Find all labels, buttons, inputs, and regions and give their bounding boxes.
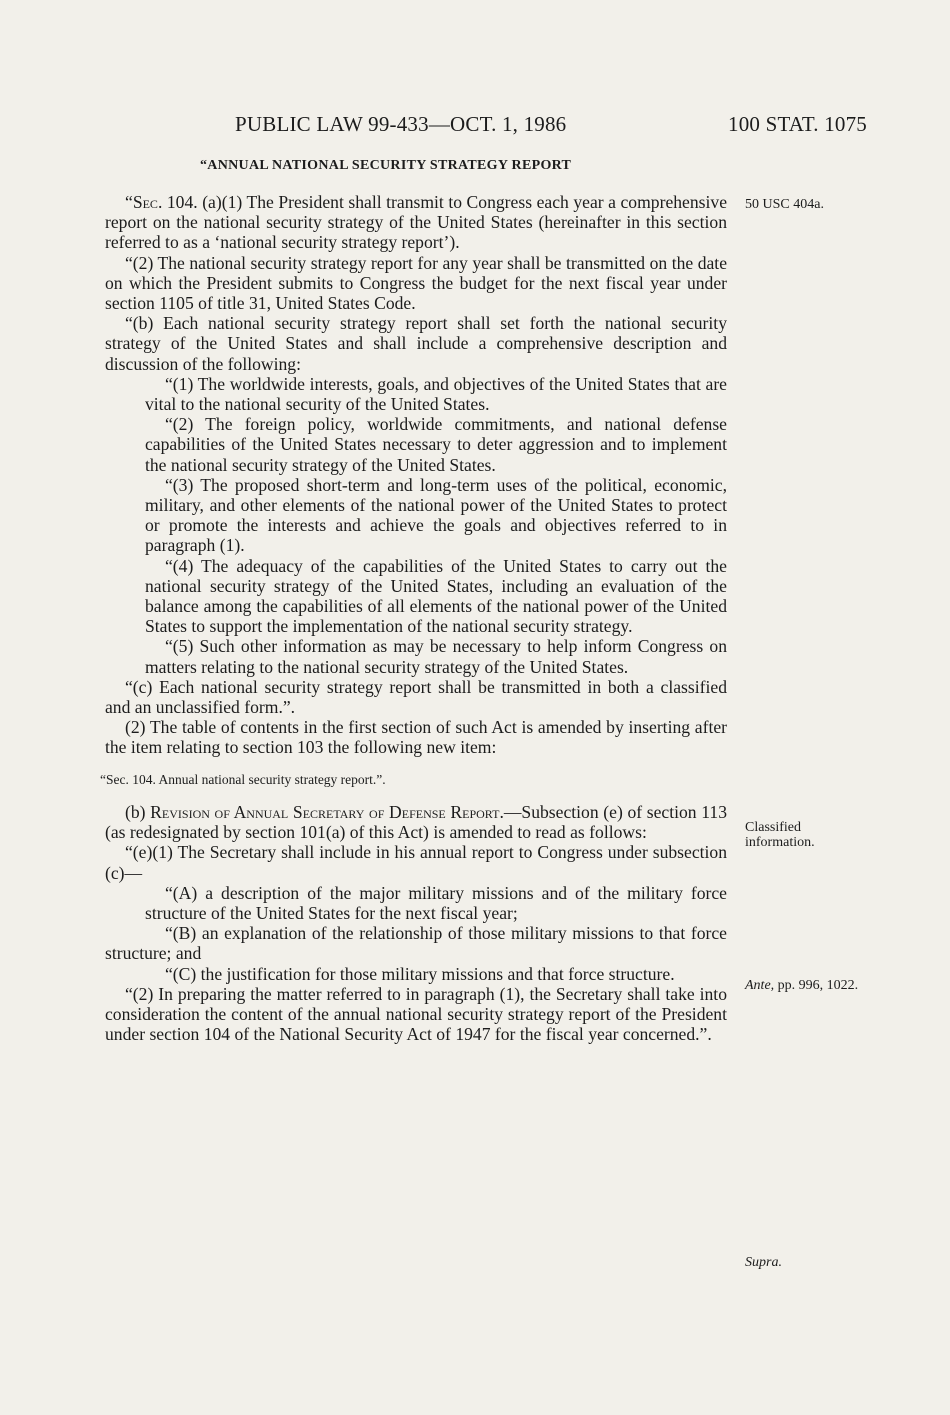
paragraph-eA: “(A) a description of the major military missions and of the military force structure of the United States for the next fiscal year; bbox=[145, 882, 727, 923]
margin-note-usc: 50 USC 404a. bbox=[745, 197, 824, 212]
header-public-law: PUBLIC LAW 99-433—OCT. 1, 1986 bbox=[235, 112, 567, 136]
paragraph-sec104-a1 bbox=[105, 192, 727, 253]
paragraph-b4: “(4) The adequacy of the capabilities of the United States to carry out the national security strategy of the United States, including an evaluation of the balance among the capabilities of all elements of the national power of the United States to support the implementation of the national security strategy. bbox=[145, 555, 727, 637]
quote-mark: “ bbox=[125, 192, 133, 212]
paragraph-e1: “(e)(1) The Secretary shall include in his annual report to Congress under subsection (c)— bbox=[105, 842, 727, 883]
paragraph-b5: “(5) Such other information as may be necessary to help inform Congress on matters relating to the national security strategy of the United States. bbox=[145, 636, 727, 677]
paragraph-a2: “(2) The national security strategy report for any year shall be transmitted on the date on which the President submits to Congress the budget for the next fiscal year under section 1105 of title 31, United States Code. bbox=[105, 252, 727, 314]
paragraph-text: . 104. (a)(1) The President shall transmit to Congress each year a comprehensive report on the national security strategy of the United States (hereinafter in this section referred to as a ‘national security strategy report’). bbox=[105, 192, 727, 253]
margin-note-supra bbox=[745, 1255, 865, 1270]
paragraph-b1: “(1) The worldwide interests, goals, and objectives of the United States that are vital to the national security of the United States. bbox=[145, 373, 727, 415]
margin-note-supra-text: Supra. bbox=[745, 1255, 782, 1270]
paragraph-c: “(c) Each national security strategy report shall be transmitted in both a classified and an unclassified form.”. bbox=[105, 676, 727, 718]
margin-note-ante-pages: pp. 996, 1022. bbox=[777, 978, 859, 993]
sec-label: Sec bbox=[132, 192, 158, 212]
section-heading: “ANNUAL NATIONAL SECURITY STRATEGY REPORT bbox=[200, 158, 572, 173]
paragraph-b: “(b) Each national security strategy report shall set forth the national security strategy of the United States and shall include a comprehensive description and discussion of the following: bbox=[105, 313, 727, 374]
body-text bbox=[100, 192, 727, 1045]
revision-text: .—Subsection (e) of section 113 (as redesignated by section 101(a) of this Act) is amended to read as follows: bbox=[105, 801, 727, 843]
paragraph-revision bbox=[105, 802, 727, 842]
margin-note-ante bbox=[745, 978, 865, 993]
revision-title: Revision of Annual Secretary of Defense Report bbox=[150, 801, 500, 822]
paragraph-e2: “(2) In preparing the matter referred to in paragraph (1), the Secretary shall take into consideration the content of the annual national security strategy report of the President under section 104 of the National Security Act of 1947 for the fiscal year concerned.”. bbox=[105, 983, 727, 1045]
paragraph-b2: “(2) The foreign policy, worldwide commitments, and national defense capabilities of the United States necessary to deter aggression and to implement the national security strategy of the United States. bbox=[145, 414, 727, 475]
header-stat: 100 STAT. 1075 bbox=[728, 112, 867, 136]
revision-prefix: (b) bbox=[125, 801, 151, 822]
paragraph-b3: “(3) The proposed short-term and long-term uses of the political, economic, military, and other elements of the national power of the United States to protect or promote the interests and achieve the goals and objectives referred to in paragraph (1). bbox=[145, 474, 727, 556]
margin-note-classified: Classified information. bbox=[745, 820, 815, 850]
margin-note-ante-italic: Ante, bbox=[745, 978, 775, 993]
paragraph-eB: “(B) an explanation of the relationship of those military missions to that force structure; and bbox=[105, 923, 727, 964]
paragraph-2: (2) The table of contents in the first section of such Act is amended by inserting after the item relating to section 103 the following new item: bbox=[105, 717, 727, 758]
paragraph-eC: “(C) the justification for those military missions and that force structure. bbox=[165, 963, 675, 984]
table-of-contents-item: “Sec. 104. Annual national security strategy report.”. bbox=[100, 771, 386, 787]
